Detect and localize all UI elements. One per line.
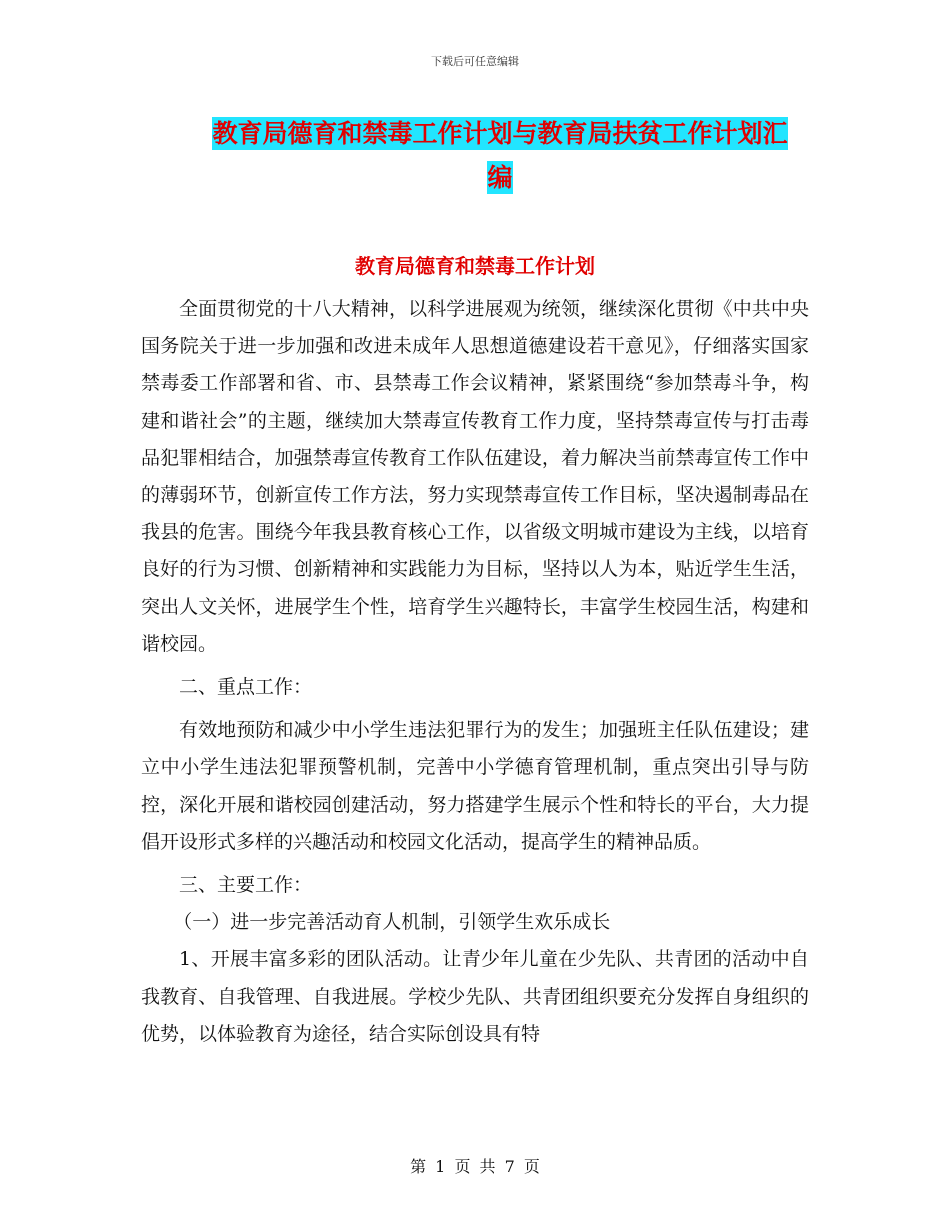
document-title-line2: 编 xyxy=(487,163,513,192)
section-title: 教育局德育和禁毒工作计划 xyxy=(355,254,595,278)
page-footer: 第 1 页 共 7 页 xyxy=(410,1157,540,1176)
paragraph-activities: 1、开展丰富多彩的团队活动。让青少年儿童在少先队、共青团的活动中自我教育、自我管理、自我进展。学校少先队、共青团组织要充分发挥自身组织的优势，以体验教育为途径，结合实际创设具有特 xyxy=(141,948,809,1045)
heading-main-work: 三、主要工作： xyxy=(179,874,313,897)
document-title xyxy=(150,112,850,200)
document-body xyxy=(141,291,809,1053)
paragraph-intro: 全面贯彻党的十八大精神，以科学进展观为统领，继续深化贯彻《中共中央国务院关于进一步加强和改进未成年人思想道德建设若干意见》，仔细落实国家禁毒委工作部署和省、市、县禁毒工作会议精神，紧紧围绕“参加禁毒斗争，构建和谐社会”的主题，继续加大禁毒宣传教育工作力度，坚持禁毒宣传与打击毒品犯罪相结合，加强禁毒宣传教育工作队伍建设，着力解决当前禁毒宣传工作中的薄弱环节，创新宣传工作方法，努力实现禁毒宣传工作目标，坚决遏制毒品在我县的危害。围绕今年我县教育核心工作，以省级文明城市建设为主线，以培育良好的行为习惯、创新精神和实践能力为目标，坚持以人为本，贴近学生生活，突出人文关怀，进展学生个性，培育学生兴趣特长，丰富学生校园生活，构建和谐校园。 xyxy=(141,298,809,655)
subheading-activities: （一）进一步完善活动育人机制，引领学生欢乐成长 xyxy=(173,911,611,934)
header-note: 下载后可任意编辑 xyxy=(431,55,519,68)
document-title-line1: 教育局德育和禁毒工作计划与教育局扶贫工作计划汇 xyxy=(212,119,788,148)
heading-key-work: 二、重点工作： xyxy=(179,676,313,699)
paragraph-key-work: 有效地预防和减少中小学生违法犯罪行为的发生；加强班主任队伍建设；建立中小学生违法犯罪预警机制，完善中小学德育管理机制，重点突出引导与防控，深化开展和谐校园创建活动，努力搭建学生展示个性和特长的平台，大力提倡开设形式多样的兴趣活动和校园文化活动，提高学生的精神品质。 xyxy=(141,719,809,853)
